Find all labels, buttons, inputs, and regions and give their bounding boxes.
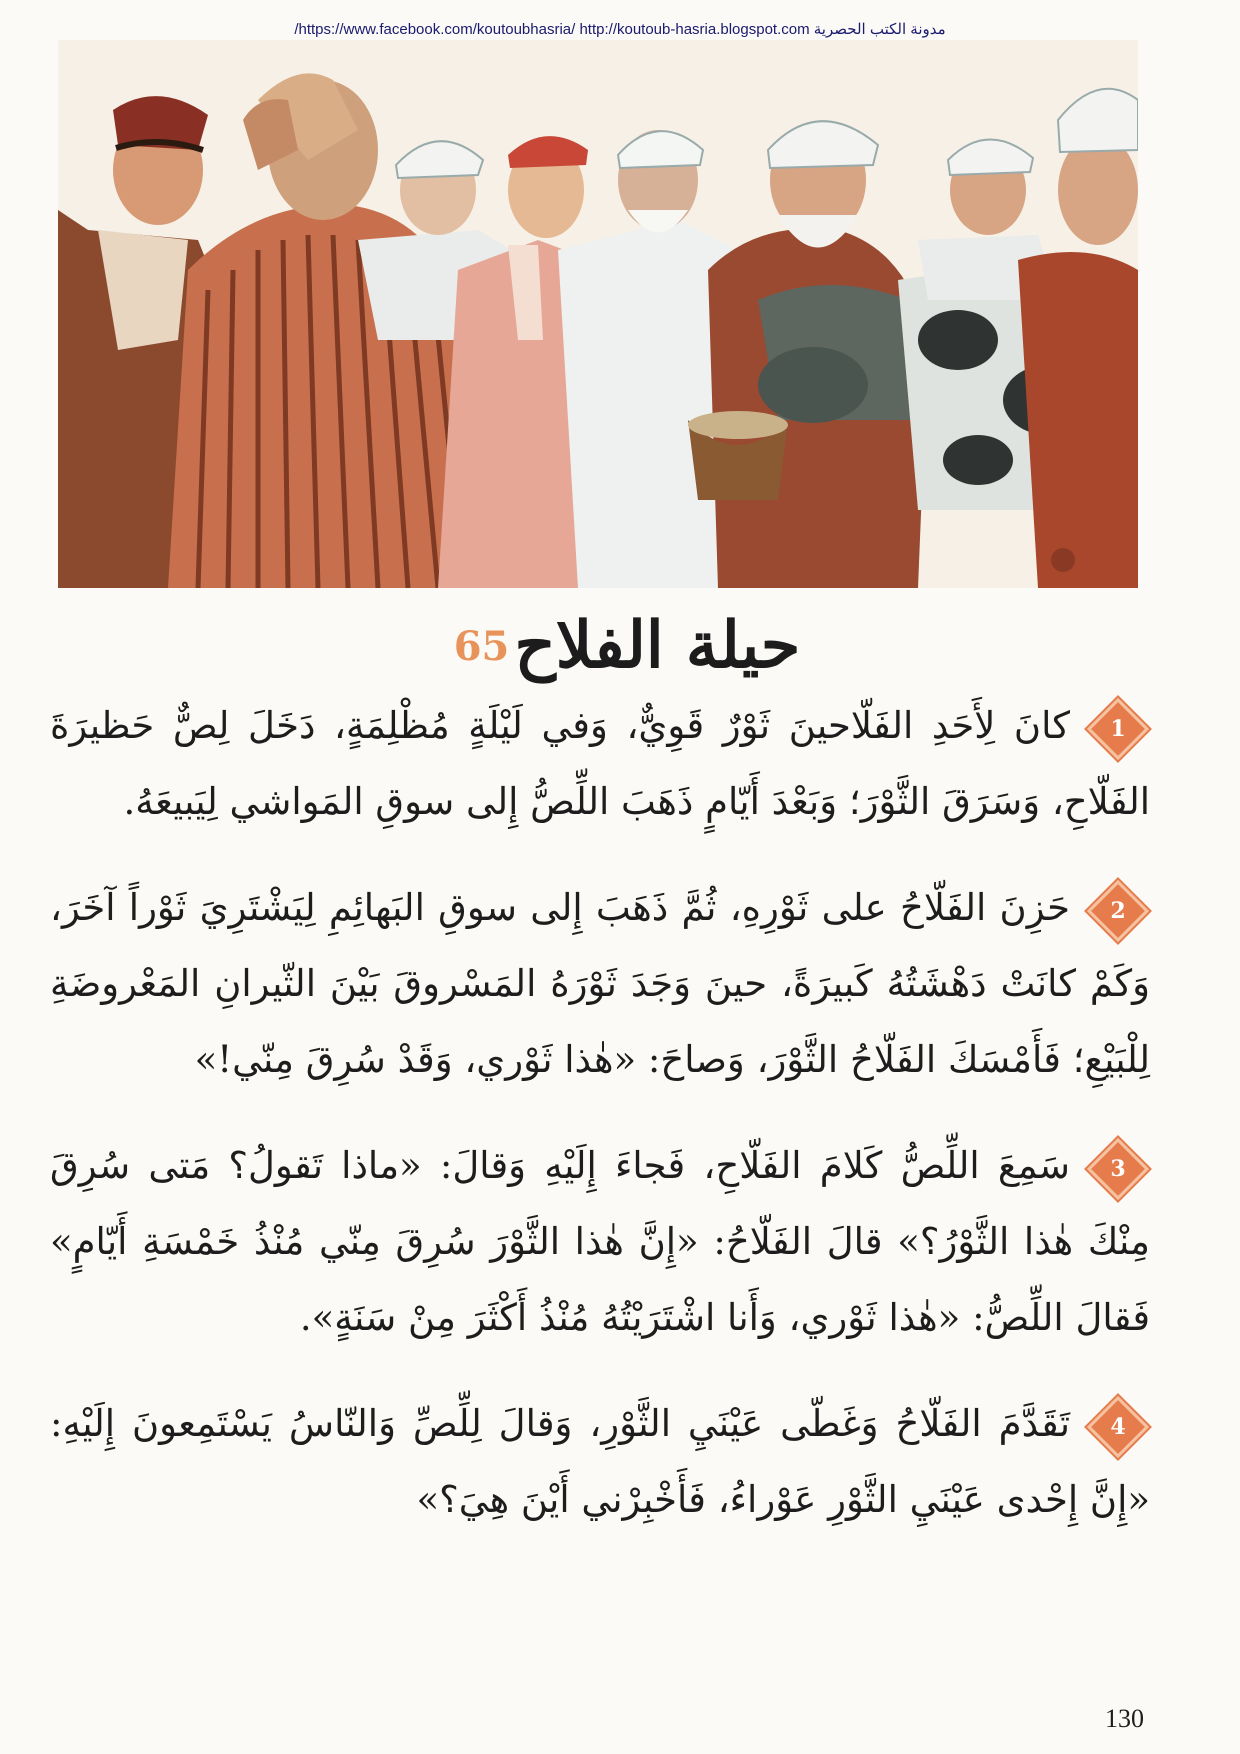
paragraph-number-badge: 2 — [1087, 879, 1149, 941]
paragraph-text: كانَ لِأَحَدِ الفَلّاحينَ ثَوْرٌ قَوِيٌّ، وَفي لَيْلَةٍ مُظْلِمَةٍ، دَخَلَ لِصٌّ حَظيرَةَ الفَلّاحِ، وَسَرَقَ الثَّوْرَ؛ وَبَعْدَ أَيّامٍ ذَهَبَ اللِّصُّ إِلى سوقِ المَواشي لِيَبيعَهُ. — [50, 704, 1150, 823]
paragraph-text: تَقَدَّمَ الفَلّاحُ وَغَطّى عَيْنَيِ الثَّوْرِ، وَقالَ لِلِّصِّ وَالنّاسُ يَسْتَمِعونَ إِلَيْهِ: «إِنَّ إِحْدى عَيْنَيِ الثَّوْرِ عَوْراءُ، فَأَخْبِرْني أَيْنَ هِيَ؟» — [50, 1402, 1150, 1521]
egg-basket — [688, 411, 788, 500]
paragraph-2 — [50, 870, 1150, 1098]
paragraph-number-badge: 1 — [1087, 697, 1149, 759]
lesson-title: حيلة الفلاح — [514, 608, 801, 683]
paragraph-number-badge: 4 — [1087, 1395, 1149, 1457]
market-illustration — [58, 40, 1138, 588]
story-body — [50, 688, 1150, 1568]
paragraph-3 — [50, 1128, 1150, 1356]
lesson-number: 65 — [453, 622, 510, 670]
paragraph-text: حَزِنَ الفَلّاحُ على ثَوْرِهِ، ثُمَّ ذَهَبَ إِلى سوقِ البَهائِمِ لِيَشْتَرِيَ ثَوْراً آخَرَ، وَكَمْ كانَتْ دَهْشَتُهُ كَبيرَةً، حينَ وَجَدَ ثَوْرَهُ المَسْروقَ بَيْنَ الثّيرانِ المَعْروضَةِ لِلْبَيْعِ؛ فَأَمْسَكَ الفَلّاحُ الثَّوْرَ، وَصاحَ: «هٰذا ثَوْري، وَقَدْ سُرِقَ مِنّي!» — [50, 886, 1150, 1081]
paragraph-1 — [50, 688, 1150, 840]
paragraph-text: سَمِعَ اللِّصُّ كَلامَ الفَلّاحِ، فَجاءَ إِلَيْهِ وَقالَ: «ماذا تَقولُ؟ مَتى سُرِقَ مِنْكَ هٰذا الثَّوْرُ؟» قالَ الفَلّاحُ: «إِنَّ هٰذا الثَّوْرَ سُرِقَ مِنّي مُنْذُ خَمْسَةِ أَيّامٍ» فَقالَ اللِّصُّ: «هٰذا ثَوْري، وَأَنا اشْتَرَيْتُهُ مُنْذُ أَكْثَرَ مِنْ سَنَةٍ». — [50, 1144, 1150, 1339]
lesson-heading — [0, 600, 1240, 692]
page-number: 130 — [1105, 1704, 1144, 1733]
paragraph-number-badge: 3 — [1087, 1137, 1149, 1199]
paragraph-4 — [50, 1386, 1150, 1538]
source-header: /https://www.facebook.com/koutoubhasria/ http://koutoub-hasria.blogspot.com مدونة الكتب الحصرية — [294, 21, 946, 38]
